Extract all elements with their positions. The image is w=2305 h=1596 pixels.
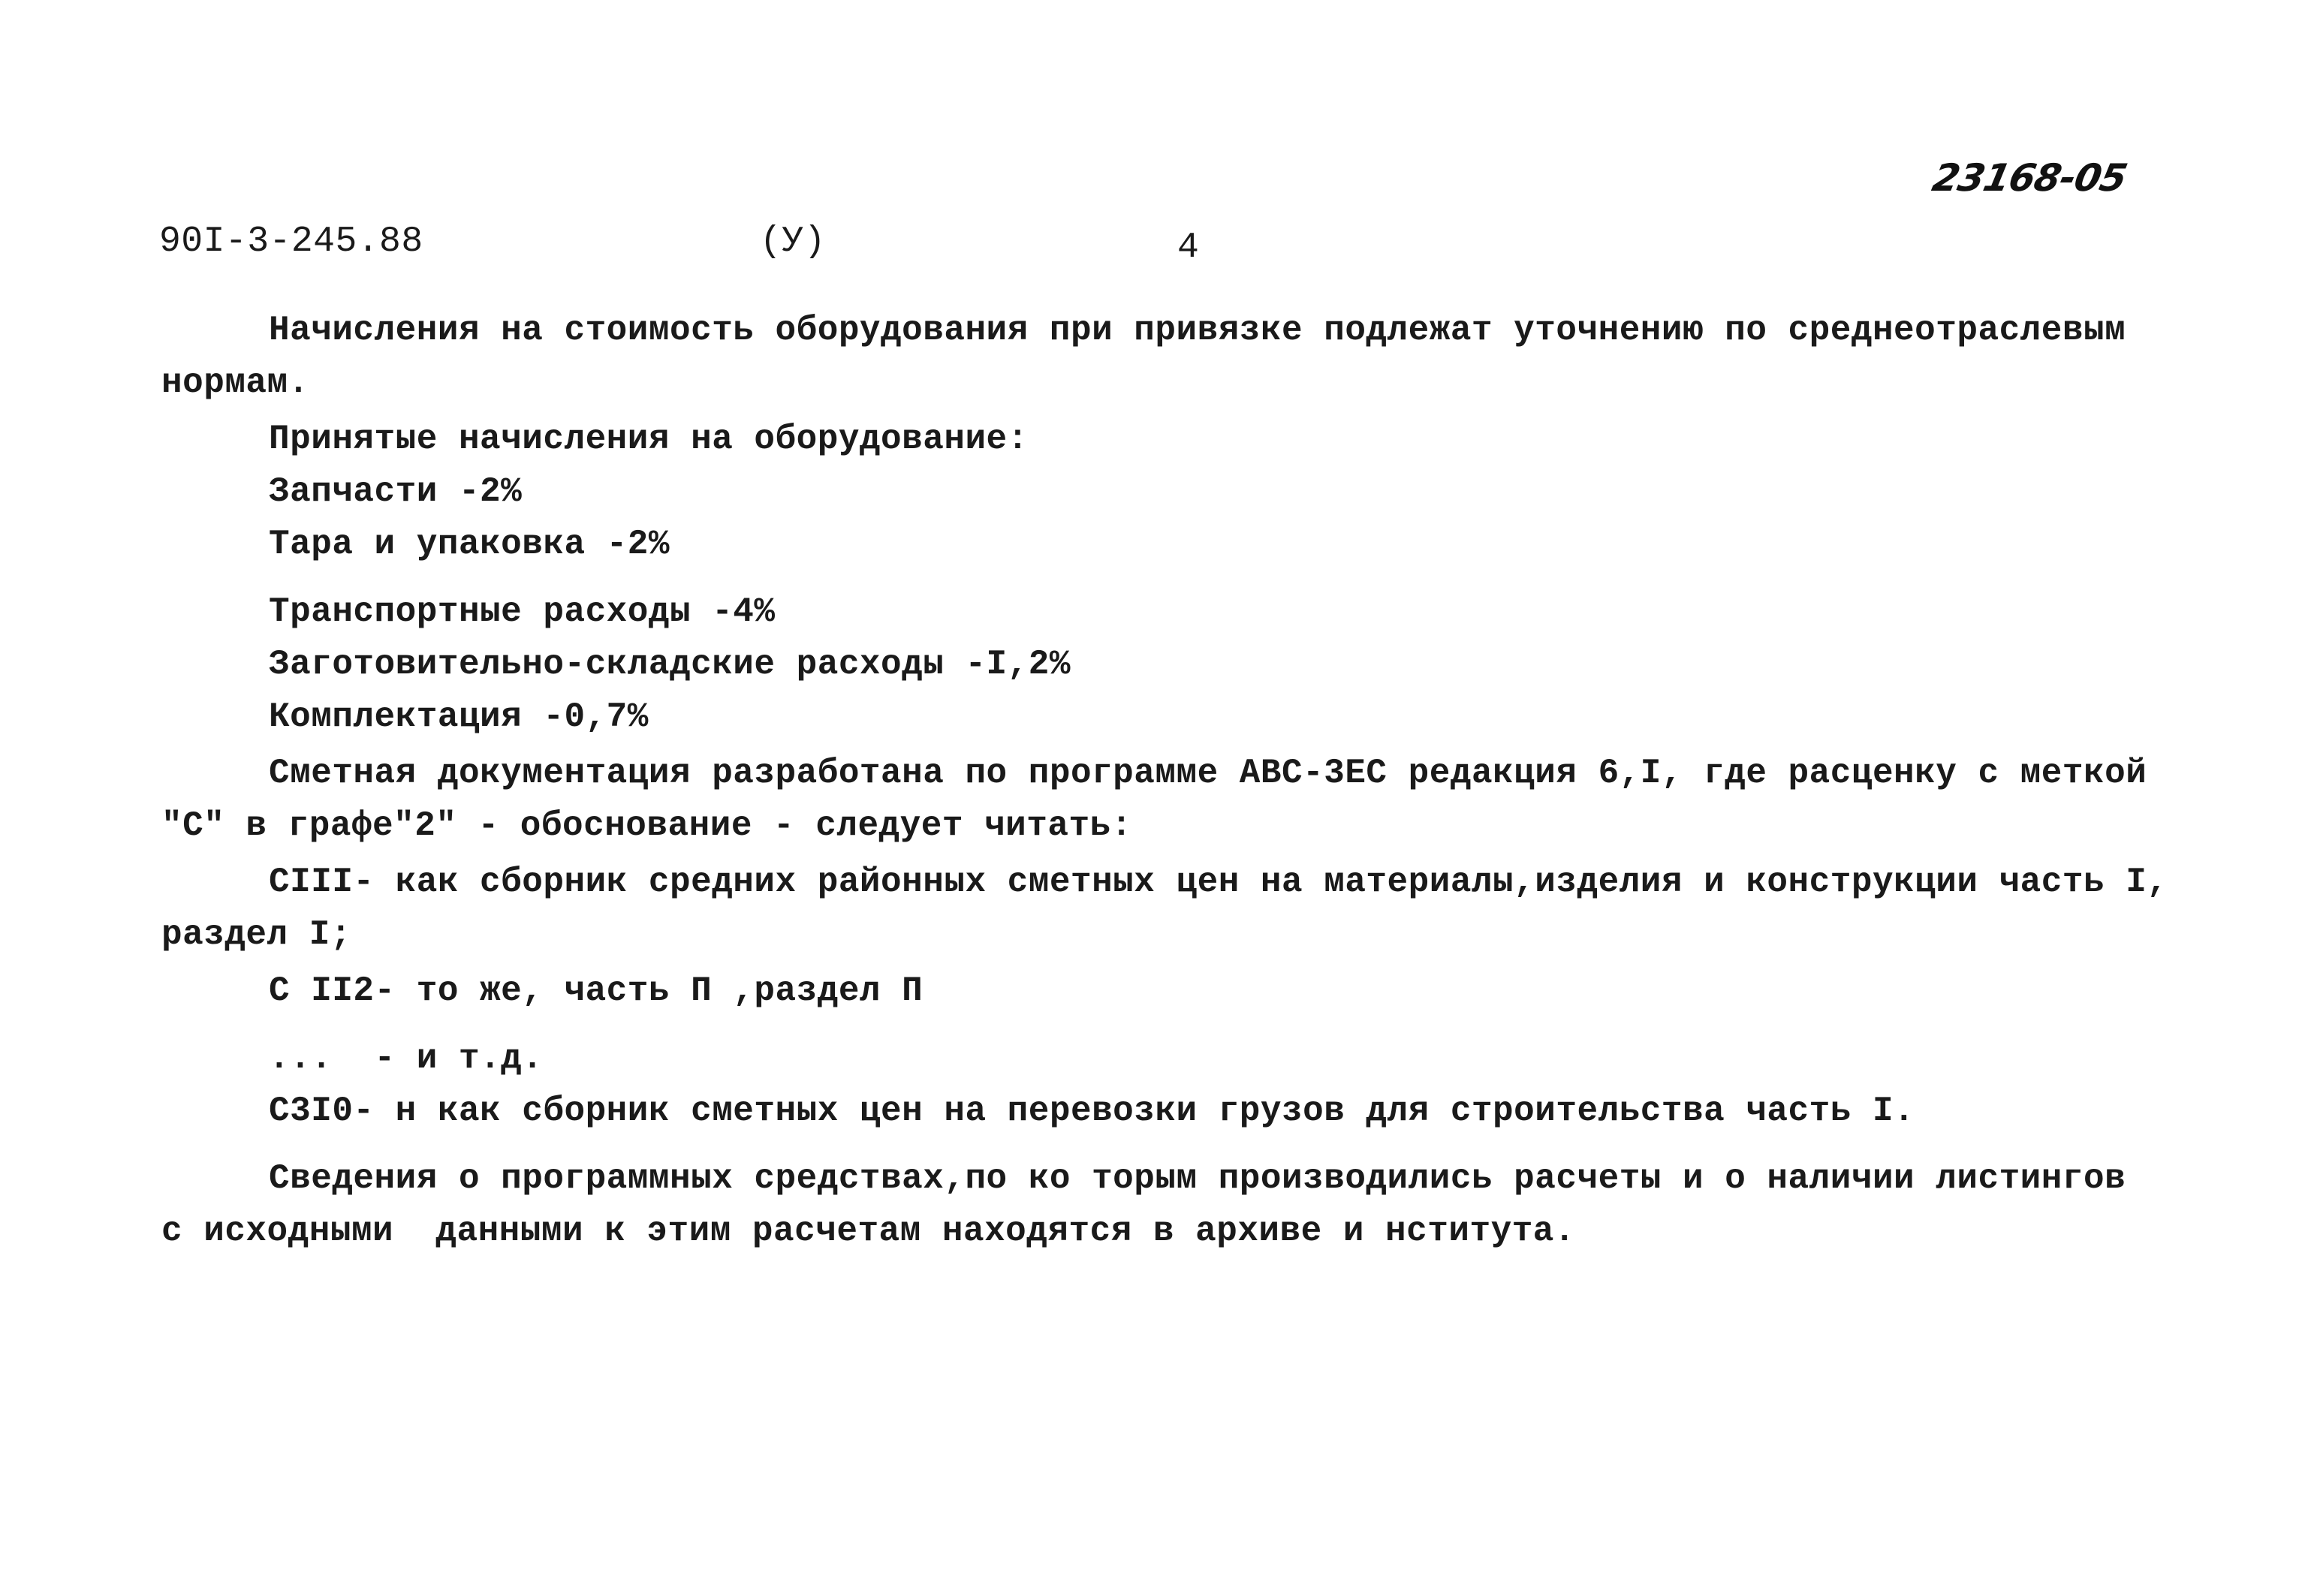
- list-item: Запчасти -2%: [269, 472, 523, 511]
- paragraph-line: нормам.: [161, 363, 309, 402]
- paragraph-line: ... - и т.д.: [269, 1039, 544, 1078]
- list-item: Заготовительно-складские расходы -I,2%: [269, 645, 1071, 684]
- archive-stamp: 23168-05: [1928, 156, 2131, 200]
- paragraph-line: Начисления на стоимость оборудования при привязке подлежат уточнению по среднеотраслевым: [269, 311, 2126, 350]
- page-number: 4: [1177, 227, 1200, 268]
- document-number: 90I-3-245.88: [159, 221, 423, 262]
- list-item: Комплектация -0,7%: [269, 697, 649, 736]
- list-title: Принятые начисления на оборудование:: [269, 420, 1029, 459]
- paragraph-line: С3I0- н как сборник сметных цен на перевозки грузов для строительства часть I.: [269, 1092, 1915, 1131]
- paragraph-line: "С" в графе"2" - обоснование - следует читать:: [161, 806, 1132, 845]
- paragraph-line: с исходными данными к этим расчетам находятся в архиве и нститута.: [161, 1212, 1576, 1251]
- document-mark: (У): [760, 221, 826, 262]
- list-item: Транспортные расходы -4%: [269, 592, 776, 631]
- list-item: Тара и упаковка -2%: [269, 525, 670, 564]
- paragraph-line: С II2- то же, часть П ,раздел П: [269, 971, 924, 1010]
- paragraph-line: CIII- как сборник средних районных сметных цен на материалы,изделия и конструкции часть I,: [269, 863, 2168, 902]
- paragraph-line: Сметная документация разработана по программе АВС-3ЕС редакция 6,I, где расценку с меткой: [269, 754, 2147, 793]
- paragraph-line: раздел I;: [161, 915, 351, 954]
- paragraph-line: Сведения о программных средствах,по ко торым производились расчеты и о наличии листингов: [269, 1159, 2126, 1198]
